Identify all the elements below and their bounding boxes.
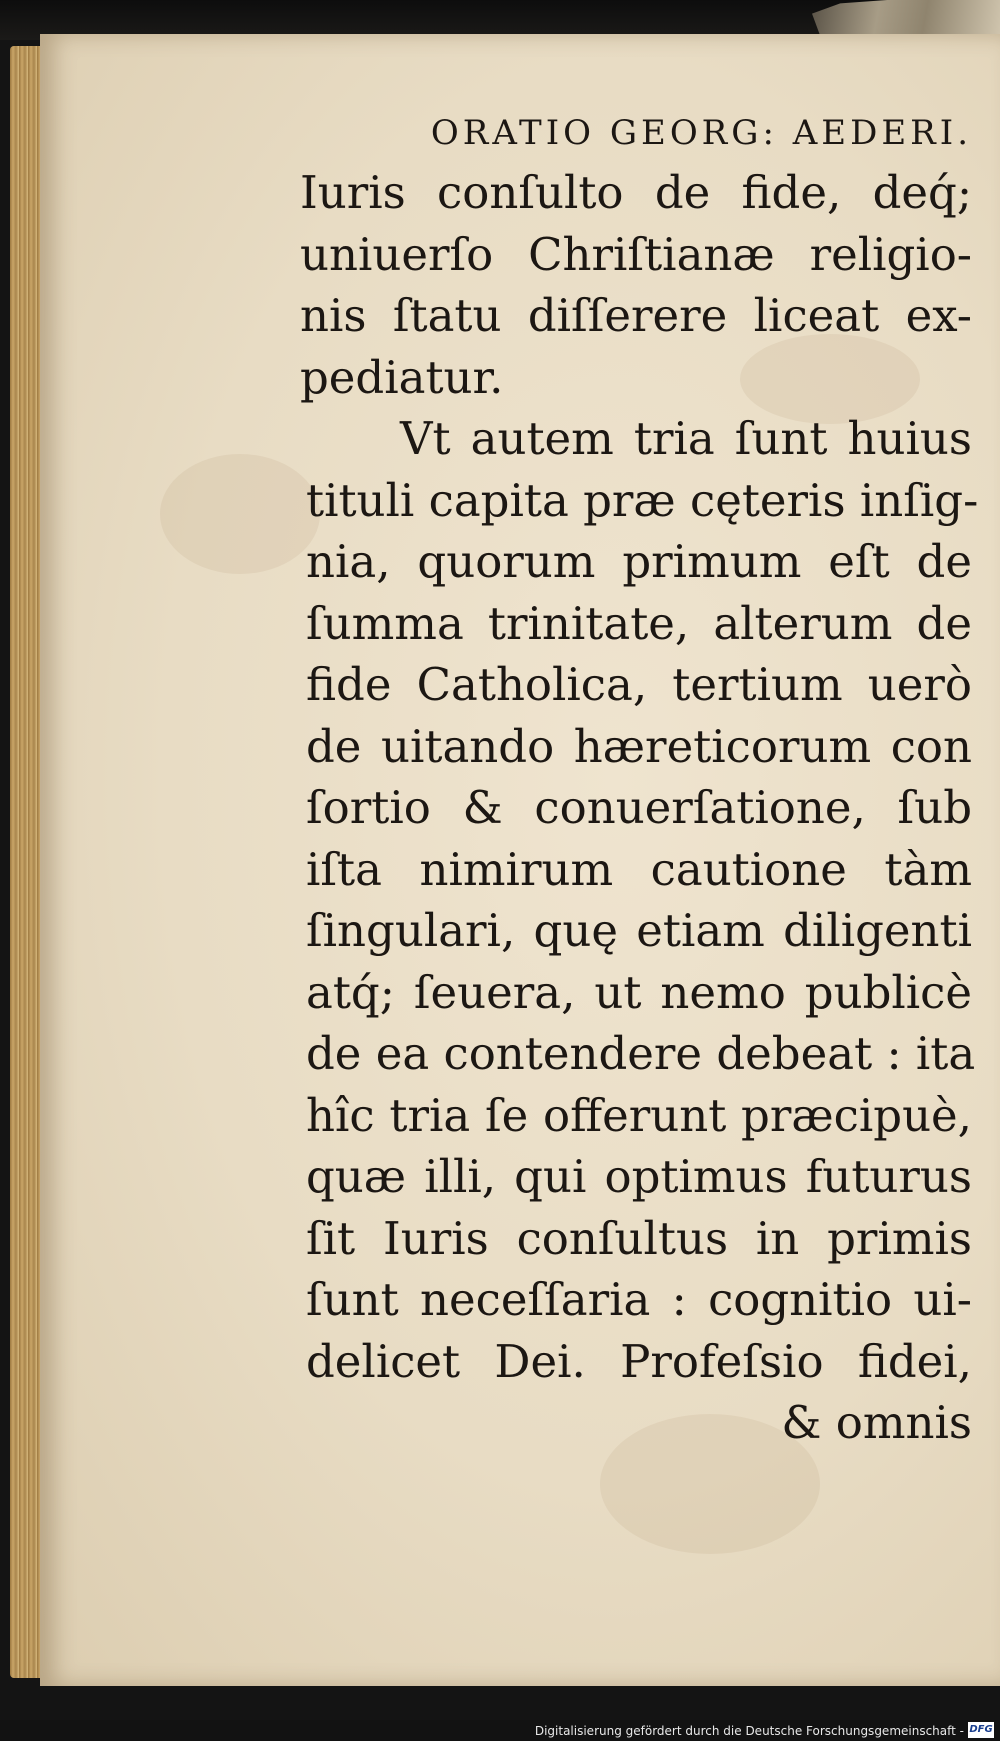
- text-line: ſingulari, quę etiam diligenti: [306, 904, 972, 957]
- torn-page-corner: [812, 0, 1000, 34]
- text-line: delicet Dei. Profeſsio fidei,: [306, 1334, 972, 1388]
- text-line: uniuerſo Chriſtianæ religio-: [300, 227, 972, 281]
- text-line: ſit Iuris conſultus in primis: [306, 1211, 972, 1265]
- text-line: ſumma trinitate, alterum de: [306, 596, 972, 650]
- text-line: iſta nimirum cautione tàm: [306, 842, 972, 896]
- text-line: quæ illi, qui optimus futurus: [306, 1150, 972, 1203]
- text-line: nis ſtatu diſſerere liceat ex-: [300, 289, 972, 342]
- text-line: Iuris conſulto de fide, deq́;: [300, 166, 972, 219]
- text-line: atq́; ſeuera, ut nemo publicè: [306, 965, 972, 1019]
- text-line: de uitando hæreticorum con: [306, 719, 972, 773]
- text-line: de ea contendere debeat : ita: [306, 1027, 976, 1080]
- text-line: ſunt neceſſaria : cognitio ui-: [306, 1273, 972, 1326]
- dfg-logo: DFG: [968, 1722, 994, 1738]
- text-line: fide Catholica, tertium uerò: [306, 658, 972, 711]
- text-line: pediatur.: [300, 350, 504, 404]
- catchword: & omnis: [781, 1396, 972, 1449]
- page-text: [300, 108, 979, 1454]
- paper-stain: [160, 454, 320, 574]
- footer-credit: Digitalisierung gefördert durch die Deutsche Forschungsgemeinschaft -: [534, 1724, 964, 1738]
- text-line: tituli capita præ cęteris inſig-: [306, 473, 979, 527]
- text-line: ſortio & conuerſatione, ſub: [306, 781, 972, 834]
- text-line: nia, quorum primum eſt de: [306, 535, 972, 588]
- text-line: Vt autem tria ſunt huius: [400, 412, 972, 465]
- running-head: ORATIO GEORG: AEDERI.: [430, 113, 972, 153]
- text-line: hîc tria ſe offerunt præcipuè,: [306, 1088, 972, 1142]
